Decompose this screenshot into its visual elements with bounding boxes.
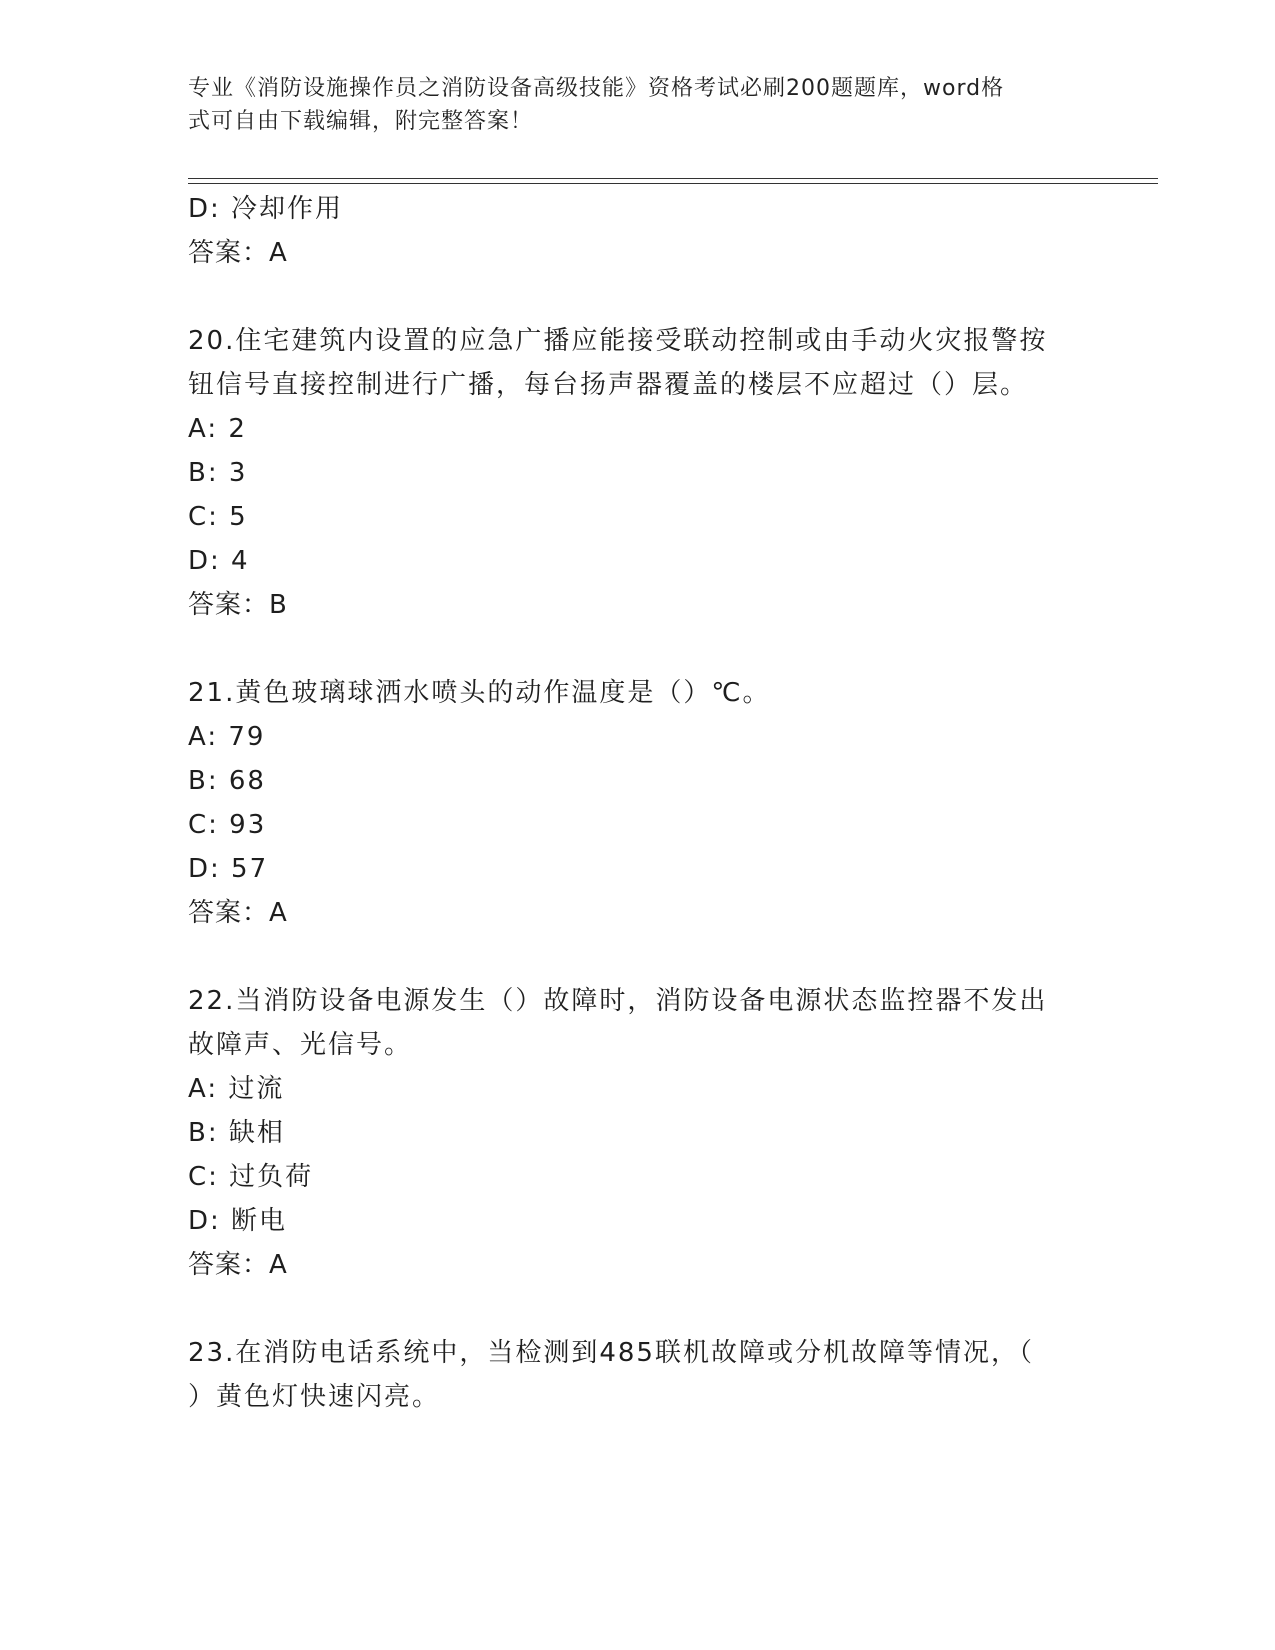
prev-option-d: D: 冷却作用 — [188, 194, 344, 224]
header-line-1: 专业《消防设施操作员之消防设备高级技能》资格考试必刷200题题库，word格 — [188, 76, 1005, 101]
q22-option-b: B: 缺相 — [188, 1118, 285, 1148]
header-divider — [188, 178, 1158, 184]
q22-option-c: C: 过负荷 — [188, 1162, 314, 1192]
q20-answer: 答案：B — [188, 590, 288, 620]
q21-option-c: C: 93 — [188, 810, 267, 840]
document-header — [188, 72, 1068, 138]
q20-option-c: C: 5 — [188, 502, 248, 532]
q22-option-a: A: 过流 — [188, 1074, 285, 1104]
q22-stem-line-2: 故障声、光信号。 — [188, 1030, 413, 1060]
q20-option-b: B: 3 — [188, 458, 248, 488]
q23-stem-line-1: 23.在消防电话系统中，当检测到485联机故障或分机故障等情况，（ — [188, 1338, 1034, 1368]
q21-option-b: B: 68 — [188, 766, 266, 796]
header-line-2: 式可自由下载编辑，附完整答案！ — [188, 109, 534, 134]
q23-stem-line-2: ）黄色灯快速闪亮。 — [188, 1382, 441, 1412]
q22-answer: 答案：A — [188, 1250, 288, 1280]
q20-stem-line-1: 20.住宅建筑内设置的应急广播应能接受联动控制或由手动火灾报警按 — [188, 326, 1048, 356]
q20-stem-line-2: 钮信号直接控制进行广播，每台扬声器覆盖的楼层不应超过（）层。 — [188, 370, 1029, 400]
q21-stem-line-1: 21.黄色玻璃球洒水喷头的动作温度是（）℃。 — [188, 678, 771, 708]
q21-answer: 答案：A — [188, 898, 288, 928]
q22-option-d: D: 断电 — [188, 1206, 288, 1236]
q21-option-a: A: 79 — [188, 722, 266, 752]
q22-stem-line-1: 22.当消防设备电源发生（）故障时，消防设备电源状态监控器不发出 — [188, 986, 1048, 1016]
q20-option-a: A: 2 — [188, 414, 247, 444]
prev-answer: 答案：A — [188, 238, 288, 268]
q20-option-d: D: 4 — [188, 546, 250, 576]
q21-option-d: D: 57 — [188, 854, 269, 884]
